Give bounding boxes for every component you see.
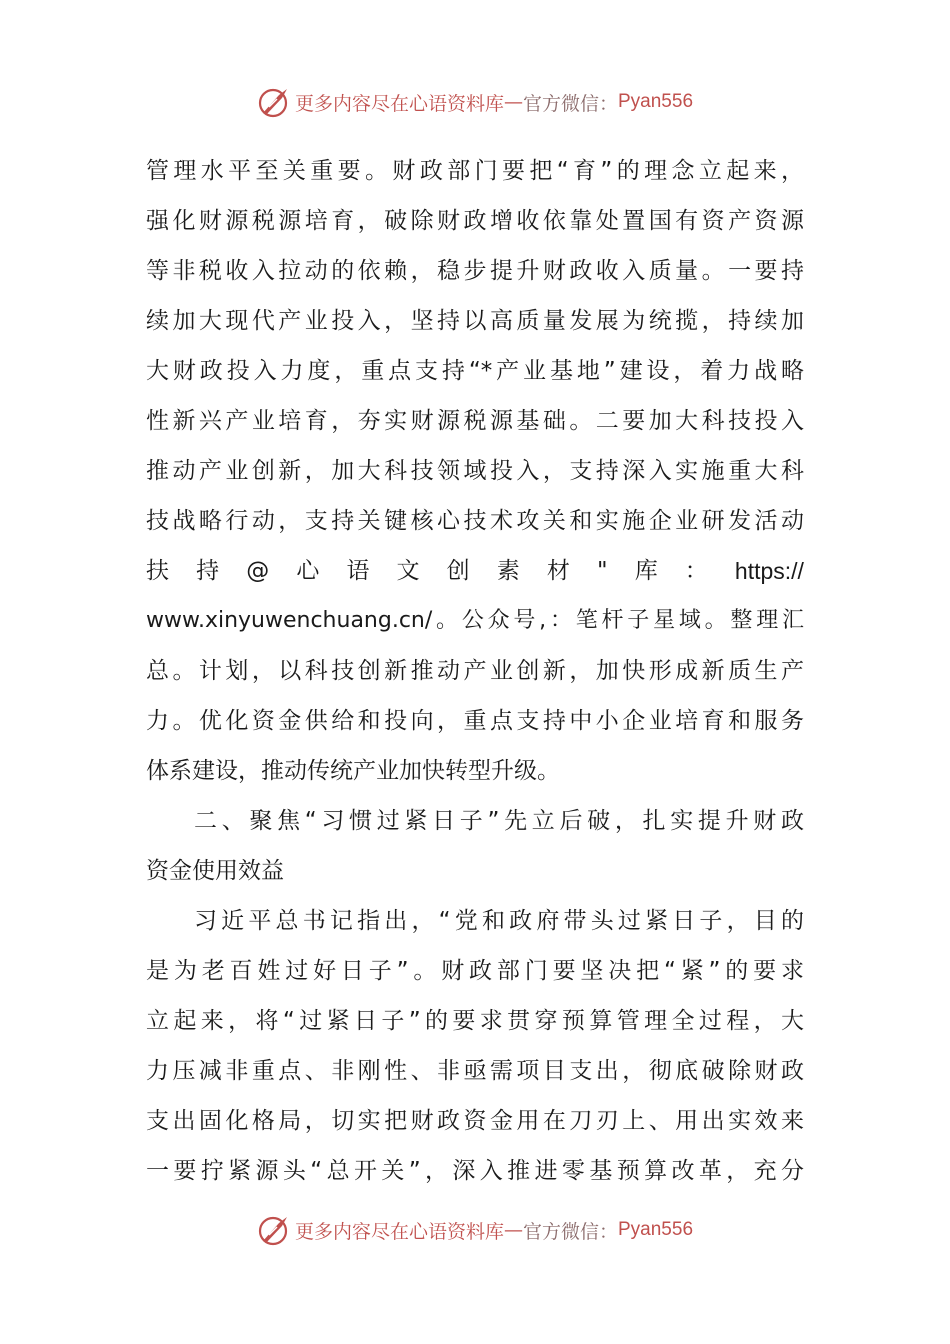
spaced-line-holder — [146, 546, 804, 596]
banner-slogan: 更多内容尽在心语资料库 — [294, 1220, 504, 1243]
paragraph-start: 习近平总书记指出，“党和政府带头过紧日子，目的 — [194, 908, 804, 934]
section-heading: 二、聚焦“习惯过紧日子”先立后破，扎实提升财政 — [194, 808, 804, 834]
text-line: 续加大现代产业投入，坚持以高质量发展为统揽，持续加 — [146, 308, 804, 334]
text-line: 支出固化格局，切实把财政资金用在刀刃上、用出实效来 — [146, 1108, 804, 1134]
spaced-char: 心 — [296, 558, 320, 584]
quill-logo-icon — [257, 1213, 291, 1247]
text-line: 体系建设，推动传统产业加快转型升级。 — [146, 758, 560, 784]
spaced-char: 创 — [446, 558, 470, 584]
banner-official-label: 官方微信： — [522, 1220, 618, 1243]
footer-banner — [0, 1208, 950, 1252]
spaced-char: 扶 — [146, 558, 169, 584]
text-line: 强化财源税源培育，破除财政增收依靠处置国有资产资源 — [146, 208, 804, 234]
spaced-char: 文 — [396, 558, 420, 584]
header-banner — [0, 80, 950, 124]
spaced-char: @ — [246, 558, 270, 584]
banner-dash: — — [503, 1219, 523, 1241]
text-line: 推动产业创新，加大科技领域投入，支持深入实施重大科 — [146, 458, 804, 484]
text-line: 等非税收入拉动的依赖，稳步提升财政收入质量。一要持 — [146, 258, 804, 284]
text-line: 立起来，将“过紧日子”的要求贯穿预算管理全过程，大 — [146, 1008, 804, 1034]
spaced-char: 库 — [634, 558, 658, 584]
text-line-spaced — [146, 546, 804, 596]
document-body — [146, 146, 804, 1196]
spaced-char: ： — [684, 558, 708, 584]
banner-official-label: 官方微信： — [522, 92, 618, 115]
spaced-char: 语 — [346, 558, 370, 584]
banner-wechat-id: Pyan556 — [618, 91, 694, 112]
section-heading-cont: 资金使用效益 — [146, 858, 284, 884]
banner-wechat-id: Pyan556 — [618, 1219, 694, 1240]
url-fragment: https:// — [734, 558, 804, 584]
spaced-char: 持 — [196, 558, 220, 584]
text-line: 总。计划，以科技创新推动产业创新，加快形成新质生产 — [146, 658, 804, 684]
text-line: 力压减非重点、非刚性、非亟需项目支出，彻底破除财政 — [146, 1058, 804, 1084]
text-line-url: www.xinyuwenchuang.cn/。公众号,：笔杆子星域。整理汇 — [146, 608, 804, 633]
text-line: 一要拧紧源头“总开关”，深入推进零基预算改革，充分 — [146, 1158, 804, 1184]
text-line: 力。优化资金供给和投向，重点支持中小企业培育和服务 — [146, 708, 804, 734]
banner-slogan: 更多内容尽在心语资料库 — [294, 92, 504, 115]
text-line: 性新兴产业培育，夯实财源税源基础。二要加大科技投入 — [146, 408, 804, 434]
spaced-char: 材 — [546, 558, 570, 584]
quill-logo-icon — [257, 85, 291, 119]
banner-dash: — — [503, 91, 523, 113]
text-line: 是为老百姓过好日子”。财政部门要坚决把“紧”的要求 — [146, 958, 804, 984]
spaced-char: " — [596, 558, 608, 584]
spaced-char: 素 — [496, 558, 520, 584]
text-line: 技战略行动，支持关键核心技术攻关和实施企业研发活动 — [146, 508, 804, 534]
text-line: 管理水平至关重要。财政部门要把“育”的理念立起来， — [146, 158, 804, 184]
text-line: 大财政投入力度，重点支持“*产业基地”建设，着力战略 — [146, 358, 804, 384]
